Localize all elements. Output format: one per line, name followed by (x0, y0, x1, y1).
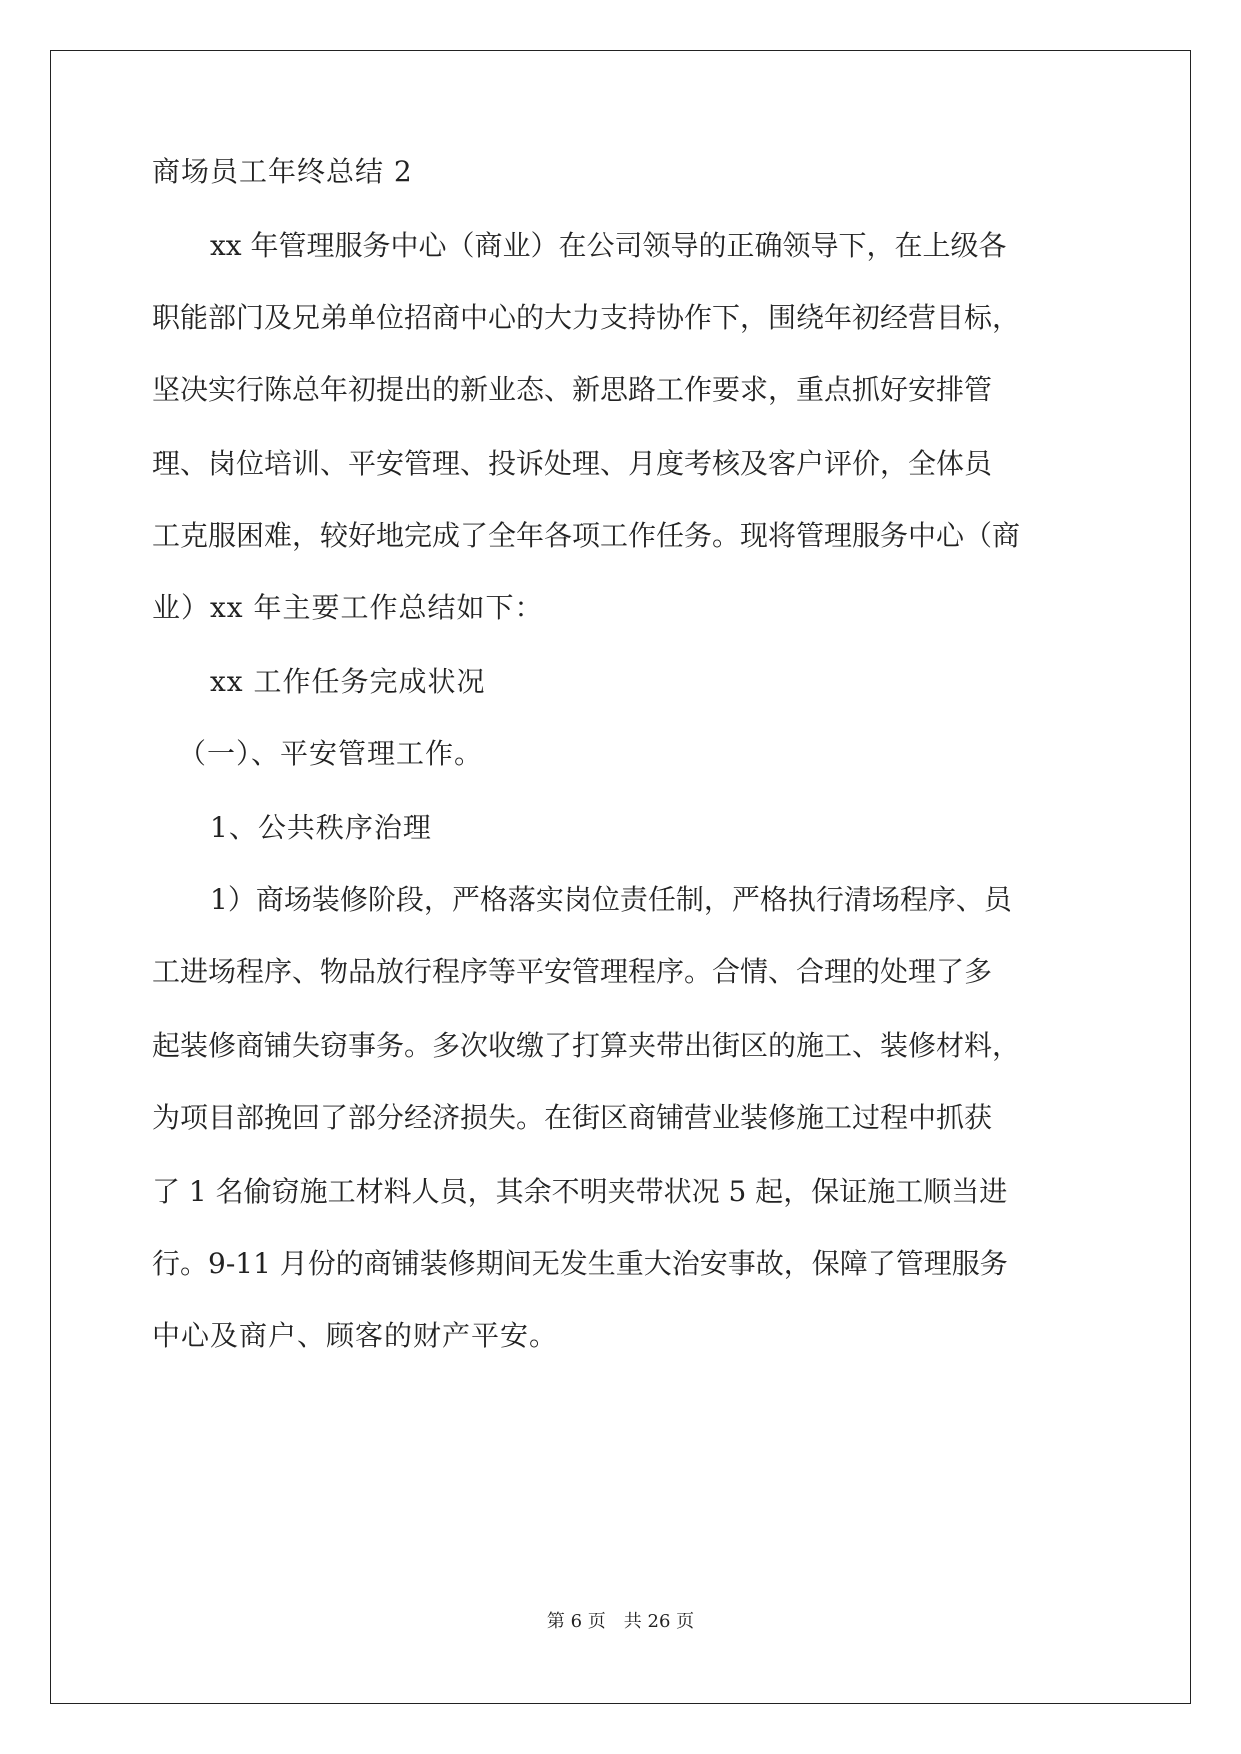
page-number: 第 6 页 共 26 页 (546, 1611, 695, 1632)
paragraph-line: 坚决实行陈总年初提出的新业态、新思路工作要求，重点抓好安排管 (152, 373, 993, 406)
paragraph-line: 工克服困难，较好地完成了全年各项工作任务。现将管理服务中心（商 (152, 519, 1021, 552)
paragraph-line: 工进场程序、物品放行程序等平安管理程序。合情、合理的处理了多 (152, 955, 993, 988)
item-heading: 1、公共秩序治理 (210, 811, 432, 844)
paragraph-line: xx 年管理服务中心（商业）在公司领导的正确领导下，在上级各 (210, 229, 1007, 262)
paragraph-line: 为项目部挽回了部分经济损失。在街区商铺营业装修施工过程中抓获 (152, 1101, 993, 1134)
paragraph-line: 1）商场装修阶段，严格落实岗位责任制，严格执行清场程序、员 (210, 883, 1012, 916)
paragraph-line: 了 1 名偷窃施工材料人员，其余不明夹带状况 5 起，保证施工顺当进 (152, 1175, 1008, 1208)
paragraph-line: 起装修商铺失窃事务。多次收缴了打算夹带出街区的施工、装修材料， (152, 1029, 1021, 1062)
paragraph-line: 行。9-11 月份的商铺装修期间无发生重大治安事故，保障了管理服务 (152, 1247, 1008, 1280)
paragraph-line: 职能部门及兄弟单位招商中心的大力支持协作下，围绕年初经营目标， (152, 301, 1021, 334)
section-heading: xx 工作任务完成状况 (210, 665, 486, 698)
page-footer (0, 1610, 1241, 1634)
subsection-heading: （一）、平安管理工作。 (178, 737, 484, 770)
paragraph-line: 中心及商户、顾客的财产平安。 (152, 1319, 559, 1352)
paragraph-line: 理、岗位培训、平安管理、投诉处理、月度考核及客户评价，全体员 (152, 447, 993, 480)
paragraph-line: 业）xx 年主要工作总结如下： (152, 591, 544, 624)
document-title: 商场员工年终总结 2 (152, 155, 413, 188)
